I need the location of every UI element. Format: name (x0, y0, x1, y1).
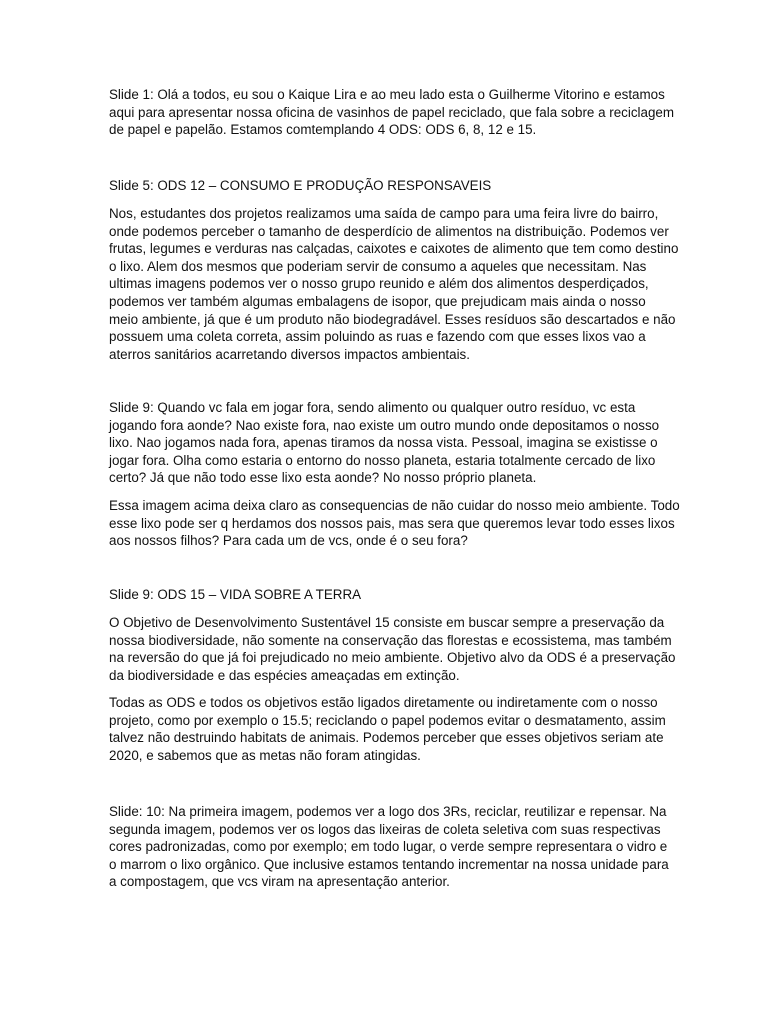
text-line: jogando fora aonde? Nao existe fora, nao existe um outro mundo onde depositamos o nosso (109, 417, 660, 433)
text-line: o marrom o lixo orgânico. Que inclusive estamos tentando incrementar na nossa unidade para (109, 856, 669, 872)
text-line: cores padronizadas, como por exemplo; em todo lugar, o verde sempre representara o vidro e (109, 839, 668, 855)
text-line: O Objetivo de Desenvolvimento Sustentável 15 consiste em buscar sempre a preservação da (109, 615, 665, 630)
text-line: esse lixo pode ser q herdamos dos nossos pais, mas sera que queremos levar todo esses lixos (109, 515, 675, 531)
text-line: onde podemos perceber o tamanho de desperdício de alimentos na distribuição. Podemos ver (109, 223, 669, 239)
text-line: possuem uma coleta correta, assim poluindo as ruas e fazendo com que esses lixos vao a (109, 329, 646, 345)
text-line: Essa imagem acima deixa claro as consequencias de não cuidar do nosso meio ambiente. Todo (109, 498, 680, 513)
text-line: o lixo. Alem dos mesmos que poderiam servir de consumo a aqueles que necessitam. Nas (109, 258, 647, 274)
text-line: lixo. Nao jogamos nada fora, apenas tiramos da nossa vista. Pessoal, imagina se existisse o (109, 435, 658, 451)
text-line: Slide 1: Olá a todos, eu sou o Kaique Lira e ao meu lado esta o Guilherme Vitorino e estamos (109, 87, 665, 102)
text-line: projeto, como por exemplo o 15.5; reciclando o papel podemos evitar o desmatamento, assim (109, 712, 666, 728)
slide9-ods15-paragraph (109, 614, 675, 684)
text-line: segunda imagem, podemos ver os logos das lixeiras de coleta seletiva com suas respectivas (109, 821, 661, 837)
slide5-paragraph (109, 205, 678, 363)
slide9-ods15-heading: Slide 9: ODS 15 – VIDA SOBRE A TERRA (109, 587, 362, 602)
text-line: Nos, estudantes dos projetos realizamos uma saída de campo para uma feira livre do bairro, (109, 206, 659, 221)
slide10-paragraph (109, 803, 669, 891)
text-line: 2020, e sabemos que as metas não foram atingidas. (109, 747, 421, 763)
slide1-paragraph (109, 86, 674, 139)
text-line: aterros sanitários acarretando diversos impactos ambientais. (109, 346, 470, 362)
slide9-paragraph (109, 399, 659, 487)
text-line: da biodiversidade e das espécies ameaçadas em extinção. (109, 667, 460, 683)
slide9-ods15-paragraph-2 (109, 694, 666, 764)
text-line: certo? Já que não todo esse lixo esta aonde? No nosso próprio planeta. (109, 470, 537, 486)
text-line: nossa biodiversidade, não somente na conservação das florestas e ecossistema, mas também (109, 632, 672, 648)
slide9-paragraph-2 (109, 497, 680, 550)
text-line: de papel e papelão. Estamos comtemplando 4 ODS: ODS 6, 8, 12 e 15. (109, 122, 537, 138)
text-line: Todas as ODS e todos os objetivos estão ligados diretamente ou indiretamente com o nosso (109, 695, 658, 710)
text-line: na reversão do que já foi prejudicado no meio ambiente. Objetivo alvo da ODS é a preservação (109, 650, 676, 666)
text-line: meio ambiente, já que é um produto não biodegradável. Esses resíduos são descartados e não (109, 311, 676, 327)
slide5-heading: Slide 5: ODS 12 – CONSUMO E PRODUÇÃO RESPONSAVEIS (109, 178, 492, 193)
text-line: jogar fora. Olha como estaria o entorno do nosso planeta, estaria totalmente cercado de lixo (109, 452, 656, 468)
text-line: aqui para apresentar nossa oficina de vasinhos de papel reciclado, que fala sobre a reciclagem (109, 104, 674, 120)
text-line: ultimas imagens podemos ver o nosso grupo reunido e além dos alimentos desperdiçados, (109, 276, 649, 292)
text-line: Slide 9: Quando vc fala em jogar fora, sendo alimento ou qualquer outro resíduo, vc esta (109, 400, 636, 415)
text-line: aos nossos filhos? Para cada um de vcs, onde é o seu fora? (109, 533, 468, 549)
text-line: Slide: 10: Na primeira imagem, podemos ver a logo dos 3Rs, reciclar, reutilizar e repensar. Na (109, 804, 667, 819)
text-line: a compostagem, que vcs viram na apresentação anterior. (109, 874, 450, 890)
text-line: podemos ver também algumas embalagens de isopor, que prejudicam mais ainda o nosso (109, 293, 646, 309)
text-line: frutas, legumes e verduras nas calçadas, caixotes e caixotes de alimento que tem como destino (109, 241, 679, 257)
text-line: talvez não destruindo habitats de animais. Podemos perceber que esses objetivos seriam ate (109, 730, 664, 746)
